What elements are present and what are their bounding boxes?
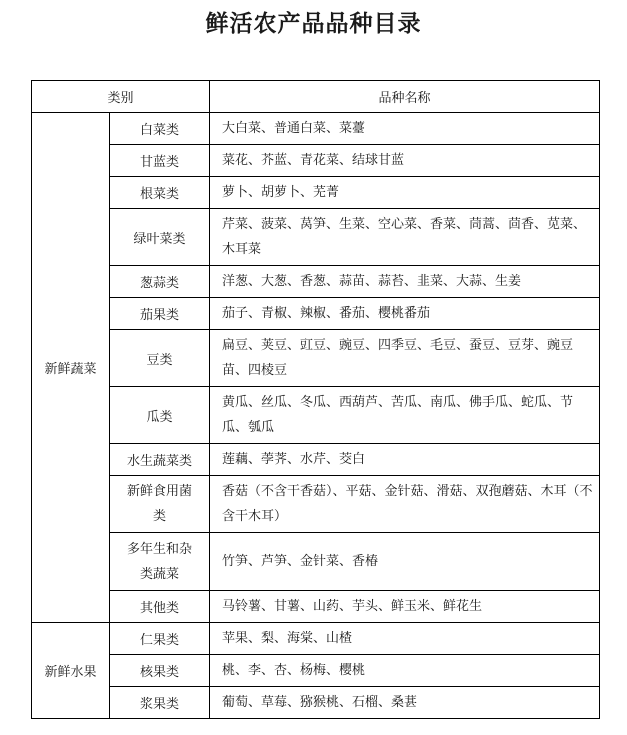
subcategory-label: 多年生和杂类蔬菜 — [126, 541, 192, 582]
table-row — [32, 209, 600, 266]
table-row — [32, 623, 600, 655]
table-row — [32, 444, 600, 476]
varieties-cell: 扁豆、荚豆、豇豆、豌豆、四季豆、毛豆、蚕豆、豆芽、豌豆苗、四棱豆 — [210, 330, 600, 387]
table-row — [32, 113, 600, 145]
subcategory-cell: 瓜类 — [110, 387, 210, 444]
table-row — [32, 591, 600, 623]
subcategory-cell — [110, 533, 210, 591]
table-row — [32, 387, 600, 444]
varieties-cell: 葡萄、草莓、猕猴桃、石榴、桑葚 — [210, 687, 600, 719]
header-varieties: 品种名称 — [210, 81, 600, 113]
varieties-cell: 黄瓜、丝瓜、冬瓜、西葫芦、苦瓜、南瓜、佛手瓜、蛇瓜、节瓜、瓠瓜 — [210, 387, 600, 444]
subcategory-cell: 其他类 — [110, 591, 210, 623]
subcategory-cell — [110, 476, 210, 533]
group-label: 新鲜蔬菜 — [32, 113, 110, 623]
subcategory-cell: 葱蒜类 — [110, 266, 210, 298]
header-row — [32, 81, 600, 113]
header-category: 类别 — [32, 81, 210, 113]
subcategory-cell: 绿叶菜类 — [110, 209, 210, 266]
varieties-cell: 桃、李、杏、杨梅、樱桃 — [210, 655, 600, 687]
subcategory-cell: 甘蓝类 — [110, 145, 210, 177]
page-title: 鲜活农产品品种目录 — [205, 11, 422, 37]
varieties-cell: 茄子、青椒、辣椒、番茄、樱桃番茄 — [210, 298, 600, 330]
varieties-cell: 萝卜、胡萝卜、芜菁 — [210, 177, 600, 209]
subcategory-cell: 茄果类 — [110, 298, 210, 330]
subcategory-cell: 水生蔬菜类 — [110, 444, 210, 476]
varieties-cell: 芹菜、菠菜、莴笋、生菜、空心菜、香菜、茼蒿、茴香、苋菜、木耳菜 — [210, 209, 600, 266]
table-row — [32, 655, 600, 687]
varieties-cell: 菜花、芥蓝、青花菜、结球甘蓝 — [210, 145, 600, 177]
varieties-cell: 竹笋、芦笋、金针菜、香椿 — [210, 533, 600, 591]
subcategory-label: 新鲜食用菌类 — [126, 484, 192, 524]
catalog-table — [31, 80, 600, 719]
table-row — [32, 687, 600, 719]
subcategory-cell: 核果类 — [110, 655, 210, 687]
subcategory-cell: 根菜类 — [110, 177, 210, 209]
varieties-cell: 莲藕、荸荠、水芹、茭白 — [210, 444, 600, 476]
table-row — [32, 330, 600, 387]
subcategory-cell: 白菜类 — [110, 113, 210, 145]
varieties-cell: 大白菜、普通白菜、菜薹 — [210, 113, 600, 145]
varieties-cell: 马铃薯、甘薯、山药、芋头、鲜玉米、鲜花生 — [210, 591, 600, 623]
table-row — [32, 476, 600, 533]
varieties-cell: 香菇（不含干香菇）、平菇、金针菇、滑菇、双孢蘑菇、木耳（不含干木耳） — [210, 476, 600, 533]
varieties-cell: 苹果、梨、海棠、山楂 — [210, 623, 600, 655]
subcategory-cell: 豆类 — [110, 330, 210, 387]
table-row — [32, 266, 600, 298]
table-row — [32, 145, 600, 177]
table-row — [32, 298, 600, 330]
table-row — [32, 177, 600, 209]
subcategory-cell: 浆果类 — [110, 687, 210, 719]
table-row — [32, 533, 600, 591]
varieties-cell: 洋葱、大葱、香葱、蒜苗、蒜苔、韭菜、大蒜、生姜 — [210, 266, 600, 298]
group-label: 新鲜水果 — [32, 623, 110, 719]
subcategory-cell: 仁果类 — [110, 623, 210, 655]
